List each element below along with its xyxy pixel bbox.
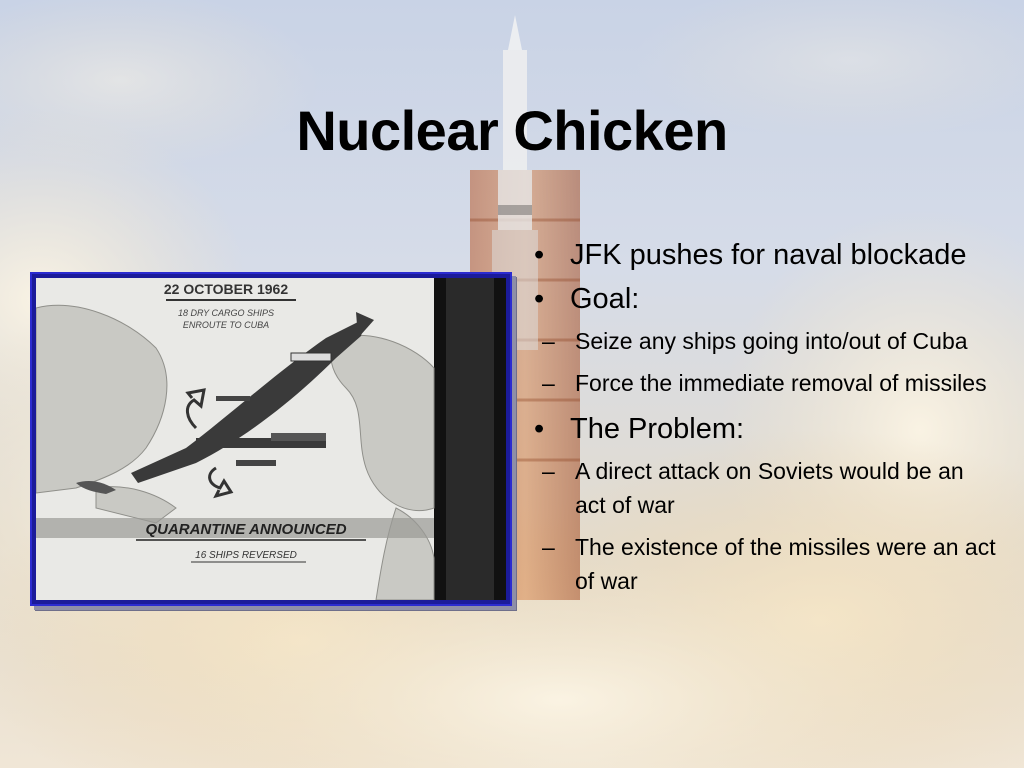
- sub-bullet-text: Seize any ships going into/out of Cuba: [575, 328, 968, 354]
- photo-cargo-note-1: 18 DRY CARGO SHIPS: [177, 308, 275, 318]
- bullet-item: [530, 278, 1000, 320]
- sub-bullet-item: [530, 366, 1000, 400]
- sub-bullet-marker: –: [542, 534, 555, 560]
- sub-bullet-group: [530, 454, 1000, 598]
- bullet-text: Goal:: [570, 283, 640, 315]
- bullet-item: [530, 234, 1000, 276]
- sub-bullet-item: [530, 324, 1000, 358]
- slide-title: Nuclear Chicken: [296, 99, 728, 162]
- sub-bullet-marker: –: [542, 328, 555, 354]
- bullet-marker: •: [534, 239, 545, 271]
- bullet-item: [530, 408, 1000, 450]
- bullet-list: [530, 232, 1000, 606]
- sub-bullet-text: Force the immediate removal of missiles: [575, 370, 987, 396]
- sub-bullet-item: [530, 530, 1000, 598]
- sub-bullet-marker: –: [542, 458, 555, 484]
- sub-bullet-text: The existence of the missiles were an act of war: [575, 534, 996, 594]
- sub-bullet-marker: –: [542, 370, 555, 396]
- blockade-map-photo: [30, 272, 512, 606]
- photo-cargo-note-2: ENROUTE TO CUBA: [182, 320, 270, 330]
- sub-bullet-item: [530, 454, 1000, 522]
- bullet-text: JFK pushes for naval blockade: [570, 239, 967, 271]
- photo-headline: 22 OCTOBER 1962: [163, 281, 289, 297]
- bullet-marker: •: [534, 283, 545, 315]
- bullet-marker: •: [534, 413, 545, 445]
- sub-bullet-group: [530, 324, 1000, 400]
- sub-bullet-text: A direct attack on Soviets would be an act of war: [575, 458, 964, 518]
- photo-banner: QUARANTINE ANNOUNCED: [145, 521, 347, 538]
- photo-reversed-note: 16 SHIPS REVERSED: [195, 550, 297, 561]
- bullet-text: The Problem:: [570, 413, 745, 445]
